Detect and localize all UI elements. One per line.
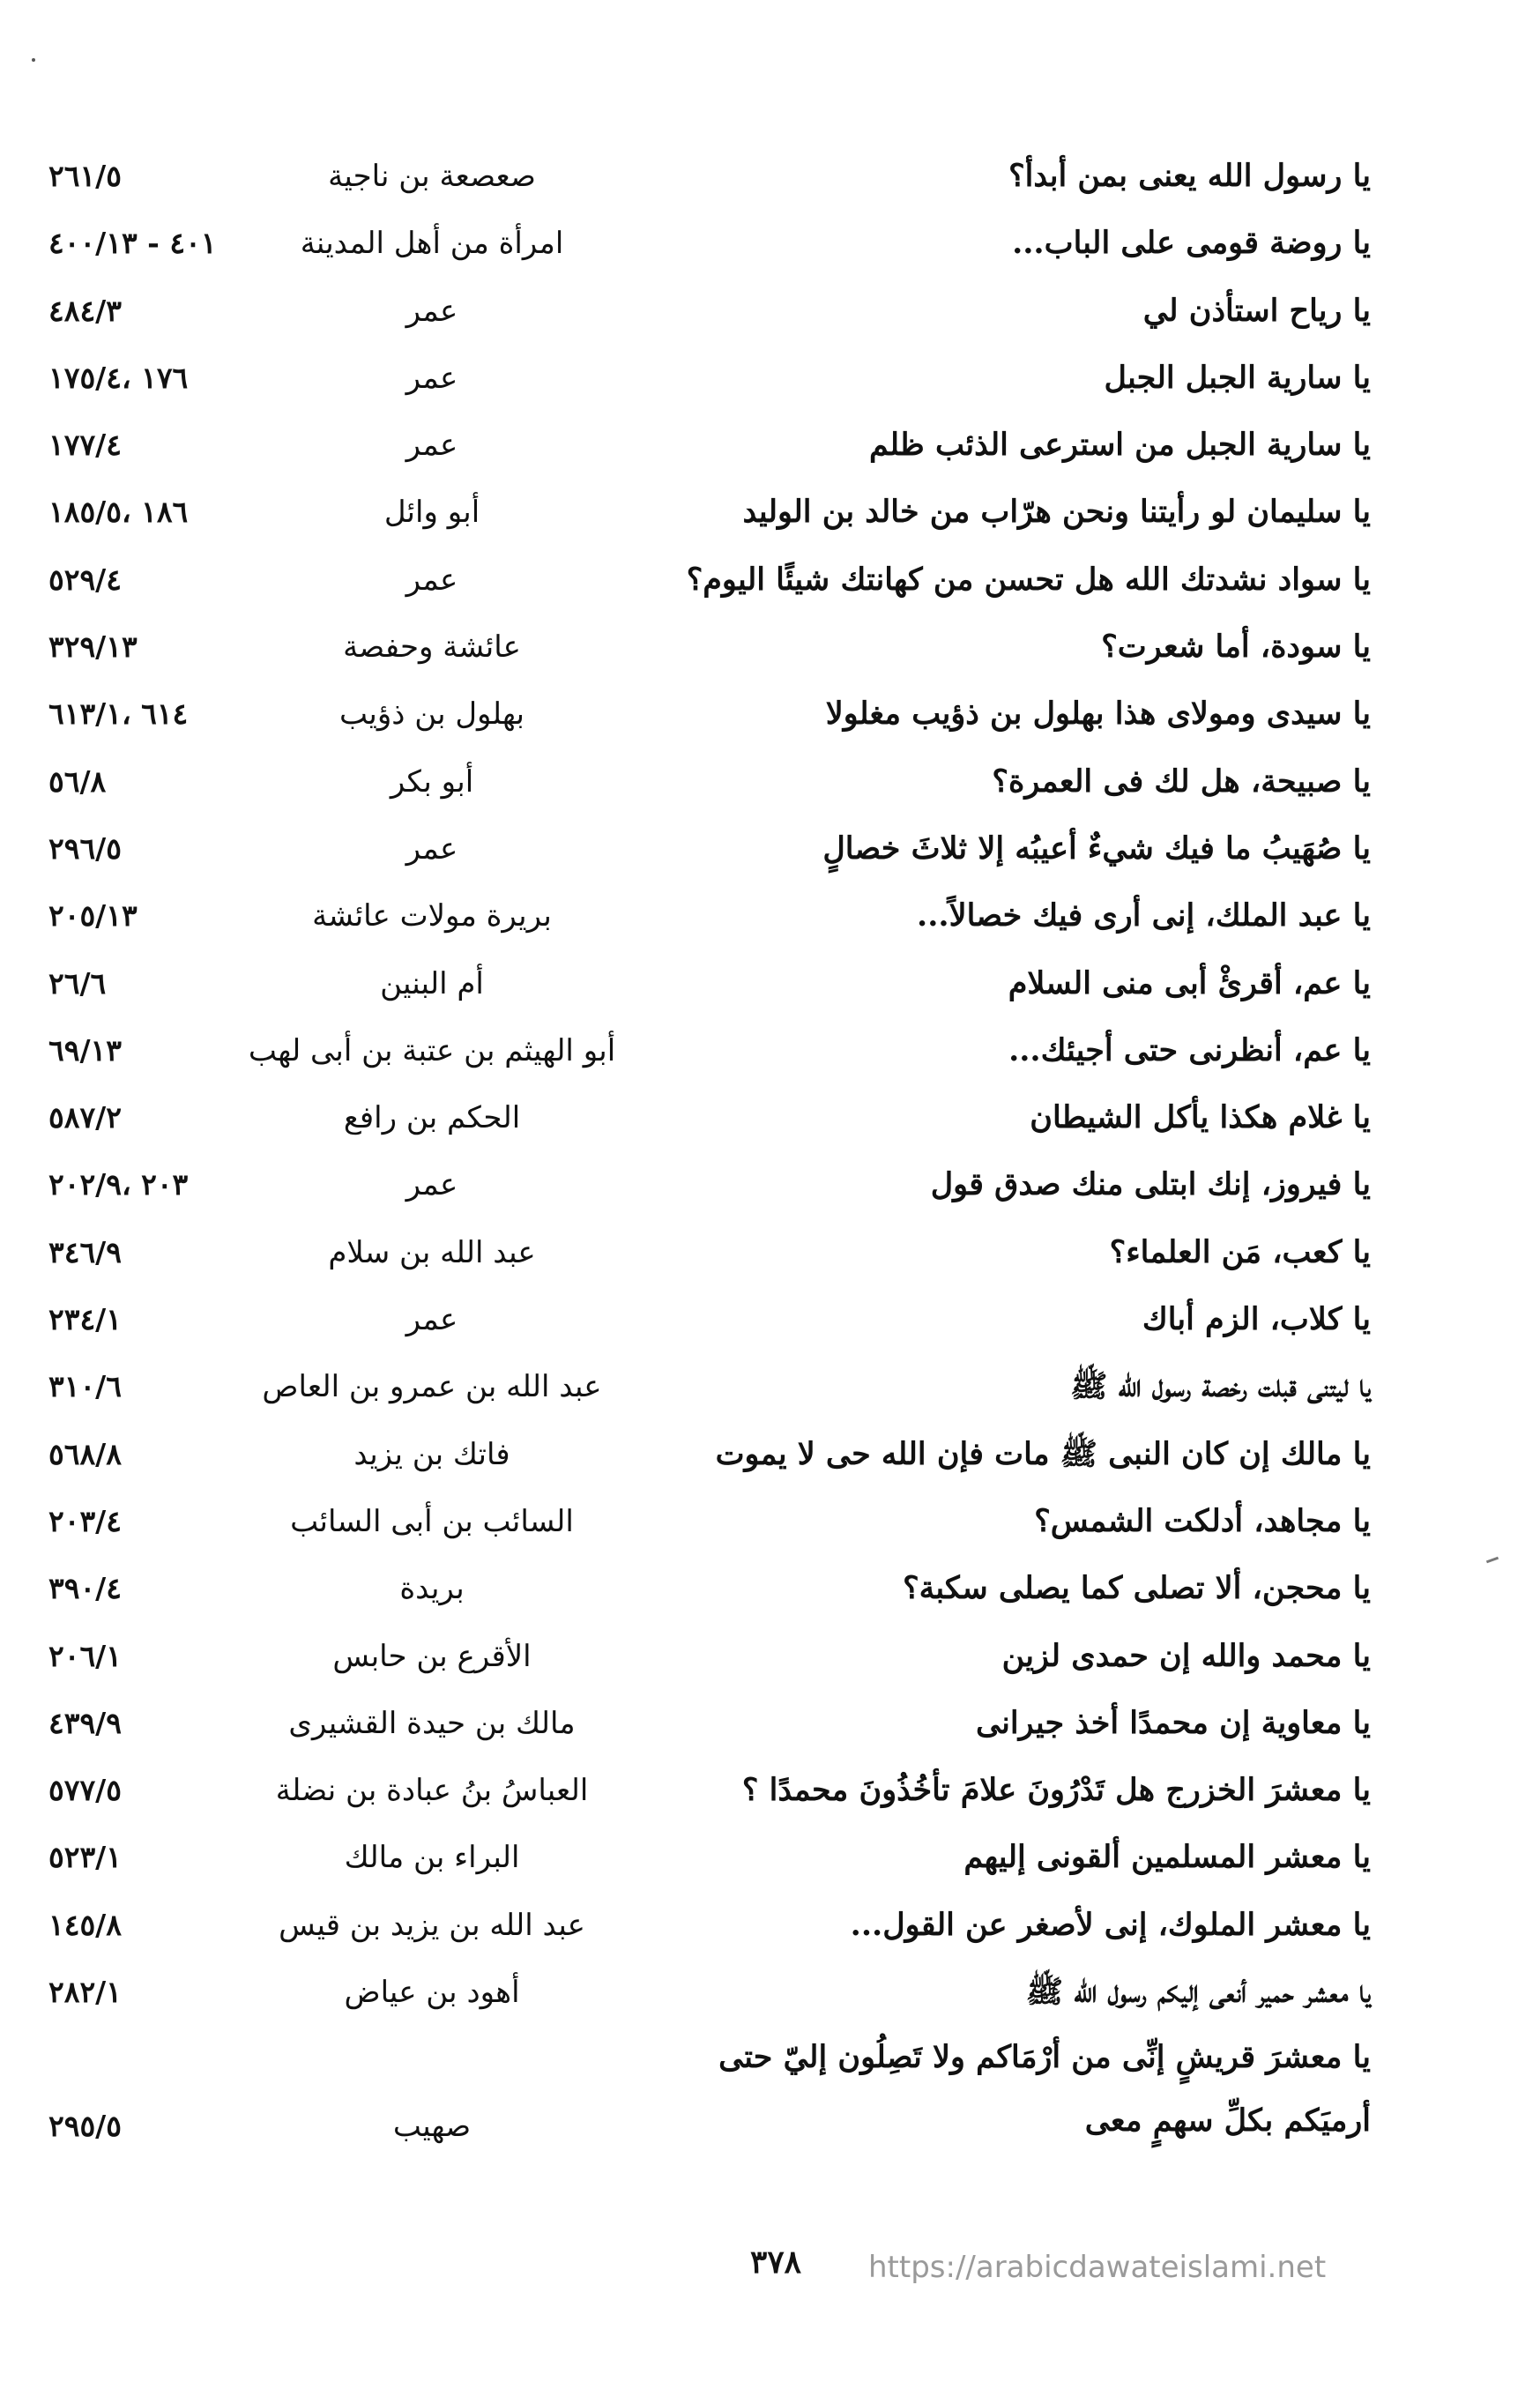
quote-text: يا معشر حمير أنعى إليكم رسول الله ﷺ	[1025, 1974, 1371, 2011]
index-row	[48, 1219, 1371, 1286]
index-row	[48, 1151, 1371, 1218]
narrator-name: السائب بن أبى السائب	[290, 1503, 574, 1539]
index-row	[48, 547, 1371, 614]
narrator-name: البراء بن مالك	[344, 1840, 520, 1876]
quote-text: يا سليمان لو رأيتنا ونحن هرّاب من خالد بن الوليد	[742, 494, 1371, 531]
volume-page-reference: ٥٦٨/٨	[48, 1436, 122, 1471]
volume-page-reference: ٥٧٧/٥	[48, 1773, 122, 1808]
narrator-name: مالك بن حيدة القشيرى	[288, 1705, 576, 1741]
index-row	[48, 278, 1371, 345]
narrator-name: بريدة	[399, 1571, 465, 1607]
volume-page-reference: ٢٩٥/٥	[48, 2109, 122, 2144]
quote-text: يا صبيحة، هل لك فى العمرة؟	[992, 763, 1371, 800]
index-row	[48, 143, 1371, 210]
index-row	[48, 748, 1371, 815]
volume-page-reference: ٢٨٢/١	[48, 1975, 122, 2010]
quote-text: يا سودة، أما شعرت؟	[1101, 629, 1371, 666]
narrator-name: الحكم بن رافع	[343, 1100, 521, 1136]
narrator-name: صعصعة بن ناجية	[328, 159, 536, 194]
quote-text: يا عم، أقرئْ أبى منى السلام	[1008, 964, 1371, 1001]
index-row	[48, 210, 1371, 277]
quote-text: يا سيدى ومولاى هذا بهلول بن ذؤيب مغلولا	[825, 696, 1371, 733]
volume-page-reference: ٥٨٧/٢	[48, 1100, 122, 1135]
quote-text: يا غلام هكذا يأكل الشيطان	[1030, 1099, 1371, 1136]
index-row	[48, 479, 1371, 546]
narrator-name: أبو بكر	[390, 763, 474, 800]
quote-text: يا مالك إن كان النبى ﷺ مات فإن الله حى لا يموت	[715, 1435, 1371, 1472]
narrator-name: عمر	[405, 360, 458, 396]
hadith-index-list	[48, 143, 1371, 2160]
narrator-name: بريرة مولات عائشة	[312, 898, 552, 934]
quote-text: يا محجن، ألا تصلى كما يصلى سكبة؟	[903, 1570, 1371, 1607]
quote-text: يا معشر الملوك، إنى لأصغر عن القول...	[850, 1906, 1371, 1943]
index-row	[48, 1555, 1371, 1622]
volume-page-reference: ٤٠١ - ٤٠٠/١٣	[48, 226, 217, 261]
volume-page-reference: ٥٢٩/٤	[48, 562, 122, 597]
index-row	[48, 1824, 1371, 1891]
scan-speck	[32, 58, 35, 62]
index-row	[48, 614, 1371, 681]
narrator-name: عمر	[405, 293, 458, 329]
quote-text: يا كلاب، الزم أباك	[1142, 1301, 1371, 1338]
narrator-name: الأقرع بن حابس	[332, 1638, 532, 1674]
index-row	[48, 1286, 1371, 1353]
quote-text: يا عبد الملك، إنى أرى فيك خصالاً...	[917, 897, 1371, 934]
index-row	[48, 1892, 1371, 1959]
quote-text: يا عم، أنظرنى حتى أجيئك...	[1008, 1031, 1371, 1068]
quote-text: يا روضة قومى على الباب...	[1012, 225, 1371, 262]
quote-text: يا سواد نشدتك الله هل تحسن من كهانتك شيئًا اليوم؟	[686, 561, 1371, 598]
volume-page-reference: ٤٣٩/٩	[48, 1705, 122, 1740]
narrator-name: عمر	[405, 428, 458, 464]
quote-text: يا صُهَيبُ ما فيك شيءٌ أعيبُه إلا ثلاثَ خصالٍ	[822, 830, 1371, 867]
index-row	[48, 1488, 1371, 1555]
narrator-name: أم البنين	[380, 965, 484, 1001]
index-row	[48, 1959, 1371, 2026]
volume-page-reference: ٢٦/٦	[48, 965, 107, 1001]
narrator-name: عبد الله بن عمرو بن العاص	[262, 1369, 602, 1405]
narrator-name: عمر	[405, 1167, 458, 1203]
quote-text: يا فيروز، إنك ابتلى منك صدق قول	[930, 1166, 1371, 1203]
narrator-name: عمر	[405, 562, 458, 598]
index-row	[48, 1690, 1371, 1757]
index-row	[48, 345, 1371, 412]
narrator-name: عائشة وحفصة	[343, 629, 521, 666]
volume-page-reference: ١٤٥/٨	[48, 1907, 122, 1942]
narrator-name: أبو وائل	[383, 495, 480, 531]
quote-text: يا معشرَ قريشٍ إنِّى من أرْمَاكم ولا تَصِلُون إليّ حتى أرميَكم بكلِّ سهمٍ معى	[718, 2039, 1371, 2140]
index-row	[48, 1017, 1371, 1084]
scan-mark	[1486, 1557, 1499, 1564]
volume-page-reference: ٢٩٦/٥	[48, 830, 122, 866]
narrator-name: عمر	[405, 830, 458, 867]
index-row	[48, 2026, 1371, 2160]
volume-page-reference: ٢٠٣/٤	[48, 1503, 122, 1538]
index-row	[48, 681, 1371, 748]
volume-page-reference: ٣٩٠/٤	[48, 1571, 122, 1606]
volume-page-reference: ٤٨٤/٣	[48, 293, 122, 328]
volume-page-reference: ٣٤٦/٩	[48, 1234, 122, 1269]
narrator-name: فاتك بن يزيد	[353, 1436, 510, 1472]
volume-page-reference: ٢٠٦/١	[48, 1638, 122, 1673]
volume-page-reference: ٥٦/٨	[48, 763, 107, 799]
volume-page-reference: ٢٦١/٥	[48, 159, 122, 193]
index-row	[48, 1623, 1371, 1690]
narrator-name: عمر	[405, 1302, 458, 1338]
index-row	[48, 815, 1371, 882]
narrator-name: أهود بن عياض	[344, 1975, 520, 2011]
volume-page-reference: ٢٠٥/١٣	[48, 898, 138, 934]
index-row	[48, 1757, 1371, 1824]
volume-page-reference: ٦٩/١٣	[48, 1032, 122, 1068]
index-row	[48, 950, 1371, 1017]
quote-text: يا ليتنى قبلت رخصة رسول الله ﷺ	[1070, 1368, 1371, 1405]
quote-text: يا معشر المسلمين ألقونى إليهم	[963, 1839, 1371, 1876]
volume-page-reference: ٢٠٣ ،٢٠٢/٩	[48, 1167, 189, 1202]
index-row	[48, 1421, 1371, 1488]
narrator-name: صهيب	[392, 2109, 472, 2145]
narrator-name: أبو الهيثم بن عتبة بن أبى لهب	[248, 1032, 616, 1068]
volume-page-reference: ٣١٠/٦	[48, 1369, 122, 1404]
index-row	[48, 1084, 1371, 1151]
volume-page-reference: ٥٢٣/١	[48, 1840, 122, 1875]
narrator-name: امرأة من أهل المدينة	[300, 226, 564, 262]
index-row	[48, 1353, 1371, 1420]
narrator-name: عبد الله بن سلام	[328, 1234, 536, 1270]
volume-page-reference: ١٧٦ ،١٧٥/٤	[48, 360, 189, 395]
volume-page-reference: ٣٢٩/١٣	[48, 629, 138, 665]
quote-text: يا معشرَ الخزرج هل تَدْرُونَ علامَ تأخُذُونَ محمدًا ؟	[741, 1772, 1371, 1809]
volume-page-reference: ١٨٦ ،١٨٥/٥	[48, 495, 189, 530]
quote-text: يا سارية الجبل من استرعى الذئب ظلم	[869, 427, 1371, 464]
quote-text: يا معاوية إن محمدًا أخذ جيرانى	[975, 1704, 1371, 1741]
quote-text: يا سارية الجبل الجبل	[1104, 359, 1371, 396]
watermark-url: https://arabicdawateislami.net	[868, 2250, 1327, 2285]
volume-page-reference: ٦١٤ ،٦١٣/١	[48, 696, 189, 732]
quote-text: يا محمد والله إن حمدى لزين	[1001, 1637, 1371, 1674]
index-row	[48, 412, 1371, 479]
quote-text: يا مجاهد، أدلكت الشمس؟	[1034, 1502, 1371, 1539]
narrator-name: بهلول بن ذؤيب	[339, 696, 525, 733]
quote-text: يا رسول الله يعنى بمن أبدأ؟	[1008, 158, 1371, 194]
narrator-name: عبد الله بن يزيد بن قيس	[279, 1907, 585, 1943]
index-row	[48, 882, 1371, 949]
narrator-name: العباسُ بنُ عبادة بن نضلة	[275, 1773, 589, 1809]
quote-text: يا كعب، مَن العلماء؟	[1109, 1233, 1371, 1270]
volume-page-reference: ٢٣٤/١	[48, 1302, 122, 1337]
page-number: ٣٧٨	[749, 2244, 801, 2281]
quote-text: يا رياح استأذن لي	[1142, 292, 1371, 329]
volume-page-reference: ١٧٧/٤	[48, 428, 122, 463]
